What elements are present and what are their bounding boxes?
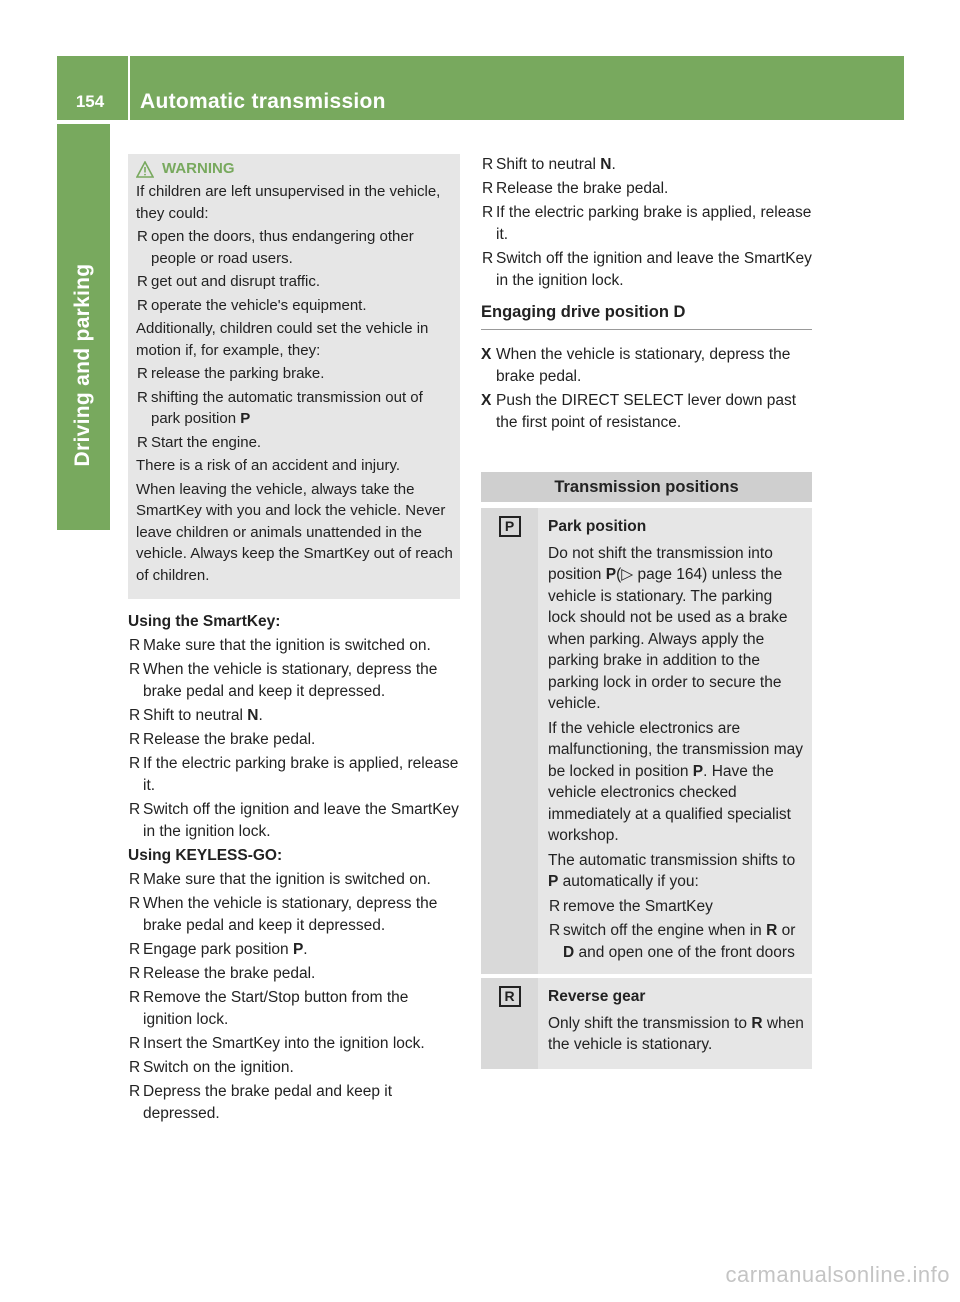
park-symbol-icon: P	[499, 516, 521, 537]
list-item: R Switch on the ignition.	[129, 1059, 294, 1076]
list-item: R Switch off the ignition and leave the SmartKey in the ignition lock.	[482, 250, 812, 289]
list-item: R remove the SmartKey	[549, 897, 713, 915]
list-item: R release the parking brake.	[136, 363, 454, 385]
list-item: R Release the brake pedal.	[129, 965, 316, 982]
reverse-name: Reverse gear	[548, 988, 646, 1005]
warning-para: When leaving the vehicle, always take the SmartKey with you and lock the vehicle. Never leave children or animals unattended in the vehicle. Always keep the SmartKey out of reach of children.	[136, 480, 453, 584]
warning-title: WARNING	[162, 160, 235, 177]
symbol-cell	[481, 978, 538, 1069]
drive-section-heading: Engaging drive position D	[481, 301, 812, 330]
list-item: R Depress the brake pedal and keep it depressed.	[129, 1083, 393, 1122]
list-item: R If the electric parking brake is applied, release it.	[482, 204, 812, 243]
arrow-marker: X	[481, 346, 492, 363]
warning-box	[128, 154, 460, 599]
page-title: Automatic transmission	[140, 90, 386, 113]
list-item: R Shift to neutral N.	[129, 707, 263, 724]
bullet-marker: R	[137, 228, 148, 245]
reverse-symbol-icon: R	[499, 986, 521, 1007]
page-header	[57, 56, 904, 120]
park-description	[538, 508, 812, 974]
transmission-table-title: Transmission positions	[481, 472, 812, 502]
list-item: R Shift to neutral N.	[482, 156, 616, 173]
list-item: R Remove the Start/Stop button from the ignition lock.	[129, 989, 409, 1028]
instruction-step: X When the vehicle is stationary, depress the brake pedal.	[481, 346, 791, 385]
reverse-para: Only shift the transmission to R when the vehicle is stationary.	[548, 1014, 804, 1053]
warning-heading	[136, 159, 454, 179]
bullet-marker: R	[137, 273, 148, 290]
bullet-marker: R	[137, 388, 148, 406]
list-item: R Release the brake pedal.	[482, 180, 669, 197]
list-item: R Start the engine.	[136, 432, 454, 454]
list-item: R Insert the SmartKey into the ignition lock.	[129, 1035, 425, 1052]
list-item: R operate the vehicle's equipment.	[136, 295, 454, 317]
warning-intro: If children are left unsupervised in the vehicle, they could:	[136, 183, 441, 222]
park-name: Park position	[548, 518, 647, 535]
park-para-3: The automatic transmission shifts to P automatically if you:	[548, 851, 796, 890]
list-item: R Engage park position P.	[129, 941, 308, 958]
park-para-1: Do not shift the transmission into position P(▷ page 164) unless the vehicle is stationary. The parking lock should not be used as a brake when parking. Always apply the parking brake in addition to the parking lock in order to secure the vehicle.	[548, 544, 788, 712]
symbol-cell	[481, 508, 538, 974]
warning-triangle-icon	[136, 161, 154, 178]
right-column	[481, 154, 812, 1073]
left-column	[128, 154, 460, 1127]
list-item: R shifting the automatic transmission out of park position P	[137, 388, 423, 427]
list-item: R If the electric parking brake is applied, release it.	[129, 755, 459, 794]
list-item: R Make sure that the ignition is switched on.	[129, 637, 431, 654]
transmission-table	[481, 508, 812, 1069]
list-item: R open the doors, thus endangering other people or road users.	[137, 228, 414, 267]
list-item: R Switch off the ignition and leave the SmartKey in the ignition lock.	[129, 801, 459, 840]
watermark: carmanualsonline.info	[725, 1262, 950, 1287]
list-item: R Release the brake pedal.	[129, 731, 316, 748]
header-divider	[128, 56, 130, 120]
chapter-label: Driving and parking	[71, 263, 94, 467]
reverse-description	[538, 978, 812, 1069]
bullet-marker: R	[137, 296, 148, 314]
warning-para: There is a risk of an accident and injury.	[136, 457, 401, 474]
table-row	[481, 508, 812, 974]
bullet-marker: R	[137, 433, 148, 451]
instruction-step: X Push the DIRECT SELECT lever down past the first point of resistance.	[481, 392, 797, 431]
bullet-marker: R	[137, 365, 148, 382]
park-para-2: If the vehicle electronics are malfunctioning, the transmission may be locked in position P. Have the vehicle electronics checked immediately at a qualified specialist workshop.	[548, 719, 804, 844]
keyless-heading: Using KEYLESS-GO:	[128, 847, 283, 864]
list-item: R When the vehicle is stationary, depress the brake pedal and keep it depressed.	[129, 895, 438, 934]
list-item: R Make sure that the ignition is switched on.	[129, 871, 431, 888]
list-item: R When the vehicle is stationary, depress the brake pedal and keep it depressed.	[129, 661, 438, 700]
smartkey-heading: Using the SmartKey:	[128, 613, 281, 630]
list-item: R get out and disrupt traffic.	[136, 271, 454, 293]
table-row	[481, 978, 812, 1069]
page-number: 154	[75, 92, 105, 111]
warning-para: Additionally, children could set the vehicle in motion if, for example, they:	[136, 320, 429, 359]
list-item: R switch off the engine when in R or D and open one of the front doors	[549, 922, 796, 961]
arrow-marker: X	[481, 392, 492, 409]
